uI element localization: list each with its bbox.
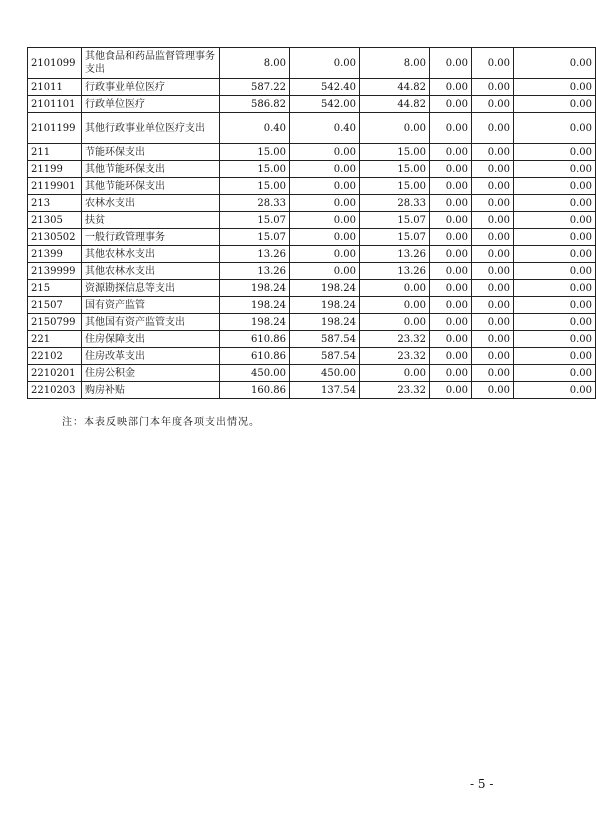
cell-value-6: 0.00 <box>514 382 596 399</box>
cell-code: 2150799 <box>28 314 82 331</box>
cell-value-5: 0.00 <box>472 365 514 382</box>
cell-value-5: 0.00 <box>472 178 514 195</box>
table-row <box>28 144 596 161</box>
table-row <box>28 331 596 348</box>
table-row <box>28 96 596 113</box>
cell-project-expenditure: 23.32 <box>360 331 430 348</box>
cell-name: 国有资产监管 <box>82 297 220 314</box>
cell-value-6: 0.00 <box>514 113 596 144</box>
cell-value-4: 0.00 <box>430 365 472 382</box>
cell-name: 其他食品和药品监督管理事务支出 <box>82 48 220 79</box>
table-row <box>28 229 596 246</box>
cell-project-expenditure: 23.32 <box>360 348 430 365</box>
cell-name: 购房补贴 <box>82 382 220 399</box>
cell-name: 其他节能环保支出 <box>82 161 220 178</box>
cell-value-4: 0.00 <box>430 96 472 113</box>
cell-total: 15.07 <box>220 212 290 229</box>
cell-basic-expenditure: 0.00 <box>290 161 360 178</box>
cell-project-expenditure: 15.00 <box>360 178 430 195</box>
cell-name: 其他节能环保支出 <box>82 178 220 195</box>
page-number: - 5 - <box>470 777 494 791</box>
cell-project-expenditure: 23.32 <box>360 382 430 399</box>
cell-basic-expenditure: 587.54 <box>290 348 360 365</box>
cell-value-4: 0.00 <box>430 178 472 195</box>
cell-value-6: 0.00 <box>514 79 596 96</box>
cell-value-5: 0.00 <box>472 263 514 280</box>
cell-code: 2130502 <box>28 229 82 246</box>
cell-name: 农林水支出 <box>82 195 220 212</box>
cell-value-6: 0.00 <box>514 161 596 178</box>
cell-name: 住房公积金 <box>82 365 220 382</box>
cell-total: 28.33 <box>220 195 290 212</box>
cell-name: 扶贫 <box>82 212 220 229</box>
cell-value-6: 0.00 <box>514 144 596 161</box>
cell-total: 13.26 <box>220 263 290 280</box>
cell-basic-expenditure: 0.00 <box>290 212 360 229</box>
cell-basic-expenditure: 0.00 <box>290 229 360 246</box>
cell-code: 21399 <box>28 246 82 263</box>
cell-value-4: 0.00 <box>430 314 472 331</box>
cell-name: 其他国有资产监管支出 <box>82 314 220 331</box>
cell-value-4: 0.00 <box>430 195 472 212</box>
cell-value-5: 0.00 <box>472 48 514 79</box>
table-row <box>28 195 596 212</box>
cell-code: 21305 <box>28 212 82 229</box>
cell-total: 450.00 <box>220 365 290 382</box>
cell-value-5: 0.00 <box>472 161 514 178</box>
cell-name: 其他农林水支出 <box>82 263 220 280</box>
cell-project-expenditure: 28.33 <box>360 195 430 212</box>
cell-code: 2101101 <box>28 96 82 113</box>
table-row <box>28 48 596 79</box>
cell-value-4: 0.00 <box>430 48 472 79</box>
cell-project-expenditure: 44.82 <box>360 96 430 113</box>
cell-name: 一般行政管理事务 <box>82 229 220 246</box>
cell-project-expenditure: 15.07 <box>360 212 430 229</box>
cell-value-5: 0.00 <box>472 229 514 246</box>
cell-project-expenditure: 8.00 <box>360 48 430 79</box>
cell-project-expenditure: 13.26 <box>360 246 430 263</box>
cell-value-6: 0.00 <box>514 297 596 314</box>
table-body <box>28 48 596 399</box>
cell-basic-expenditure: 542.00 <box>290 96 360 113</box>
cell-total: 15.00 <box>220 144 290 161</box>
cell-value-4: 0.00 <box>430 79 472 96</box>
cell-basic-expenditure: 0.00 <box>290 178 360 195</box>
cell-name: 其他行政事业单位医疗支出 <box>82 113 220 144</box>
cell-value-4: 0.00 <box>430 280 472 297</box>
cell-value-4: 0.00 <box>430 382 472 399</box>
cell-code: 21199 <box>28 161 82 178</box>
cell-value-4: 0.00 <box>430 246 472 263</box>
cell-project-expenditure: 0.00 <box>360 280 430 297</box>
cell-project-expenditure: 44.82 <box>360 79 430 96</box>
table-row <box>28 246 596 263</box>
cell-value-6: 0.00 <box>514 48 596 79</box>
cell-value-4: 0.00 <box>430 331 472 348</box>
cell-value-6: 0.00 <box>514 212 596 229</box>
cell-total: 610.86 <box>220 331 290 348</box>
table-row <box>28 178 596 195</box>
cell-project-expenditure: 13.26 <box>360 263 430 280</box>
cell-code: 2139999 <box>28 263 82 280</box>
cell-value-4: 0.00 <box>430 229 472 246</box>
table-row <box>28 212 596 229</box>
cell-total: 198.24 <box>220 297 290 314</box>
cell-total: 0.40 <box>220 113 290 144</box>
cell-name: 资源勘探信息等支出 <box>82 280 220 297</box>
table-row <box>28 161 596 178</box>
cell-value-5: 0.00 <box>472 331 514 348</box>
cell-value-6: 0.00 <box>514 178 596 195</box>
cell-total: 610.86 <box>220 348 290 365</box>
cell-value-5: 0.00 <box>472 212 514 229</box>
cell-basic-expenditure: 0.00 <box>290 195 360 212</box>
cell-value-6: 0.00 <box>514 365 596 382</box>
cell-value-6: 0.00 <box>514 263 596 280</box>
cell-name: 住房改革支出 <box>82 348 220 365</box>
cell-code: 2101099 <box>28 48 82 79</box>
cell-basic-expenditure: 0.00 <box>290 263 360 280</box>
cell-code: 21507 <box>28 297 82 314</box>
cell-code: 2101199 <box>28 113 82 144</box>
cell-basic-expenditure: 198.24 <box>290 297 360 314</box>
cell-value-5: 0.00 <box>472 314 514 331</box>
cell-code: 21011 <box>28 79 82 96</box>
cell-total: 13.26 <box>220 246 290 263</box>
cell-project-expenditure: 0.00 <box>360 365 430 382</box>
cell-name: 行政单位医疗 <box>82 96 220 113</box>
table-row <box>28 280 596 297</box>
cell-total: 15.00 <box>220 161 290 178</box>
cell-value-6: 0.00 <box>514 348 596 365</box>
cell-code: 2210203 <box>28 382 82 399</box>
cell-value-4: 0.00 <box>430 212 472 229</box>
cell-total: 587.22 <box>220 79 290 96</box>
cell-value-4: 0.00 <box>430 113 472 144</box>
cell-project-expenditure: 0.00 <box>360 297 430 314</box>
table-row <box>28 365 596 382</box>
cell-value-5: 0.00 <box>472 79 514 96</box>
cell-name: 其他农林水支出 <box>82 246 220 263</box>
table-row <box>28 314 596 331</box>
cell-value-6: 0.00 <box>514 96 596 113</box>
cell-project-expenditure: 0.00 <box>360 113 430 144</box>
cell-value-4: 0.00 <box>430 297 472 314</box>
cell-code: 22102 <box>28 348 82 365</box>
cell-code: 2119901 <box>28 178 82 195</box>
cell-total: 198.24 <box>220 314 290 331</box>
cell-value-6: 0.00 <box>514 195 596 212</box>
cell-value-5: 0.00 <box>472 382 514 399</box>
cell-project-expenditure: 0.00 <box>360 314 430 331</box>
cell-total: 15.07 <box>220 229 290 246</box>
cell-project-expenditure: 15.07 <box>360 229 430 246</box>
cell-code: 221 <box>28 331 82 348</box>
cell-basic-expenditure: 198.24 <box>290 280 360 297</box>
cell-basic-expenditure: 0.00 <box>290 246 360 263</box>
cell-name: 行政事业单位医疗 <box>82 79 220 96</box>
cell-value-4: 0.00 <box>430 348 472 365</box>
cell-value-6: 0.00 <box>514 314 596 331</box>
cell-value-5: 0.00 <box>472 96 514 113</box>
cell-value-6: 0.00 <box>514 246 596 263</box>
cell-total: 8.00 <box>220 48 290 79</box>
cell-code: 213 <box>28 195 82 212</box>
cell-code: 211 <box>28 144 82 161</box>
cell-code: 215 <box>28 280 82 297</box>
cell-basic-expenditure: 450.00 <box>290 365 360 382</box>
cell-name: 住房保障支出 <box>82 331 220 348</box>
cell-value-6: 0.00 <box>514 229 596 246</box>
cell-code: 2210201 <box>28 365 82 382</box>
cell-basic-expenditure: 542.40 <box>290 79 360 96</box>
cell-value-5: 0.00 <box>472 280 514 297</box>
cell-basic-expenditure: 0.00 <box>290 48 360 79</box>
cell-value-5: 0.00 <box>472 246 514 263</box>
table-row <box>28 297 596 314</box>
cell-value-5: 0.00 <box>472 297 514 314</box>
cell-value-5: 0.00 <box>472 113 514 144</box>
table-row <box>28 113 596 144</box>
table-row <box>28 348 596 365</box>
table-row <box>28 382 596 399</box>
cell-value-5: 0.00 <box>472 195 514 212</box>
cell-project-expenditure: 15.00 <box>360 144 430 161</box>
cell-value-4: 0.00 <box>430 263 472 280</box>
cell-value-6: 0.00 <box>514 331 596 348</box>
table-row <box>28 79 596 96</box>
cell-basic-expenditure: 198.24 <box>290 314 360 331</box>
cell-total: 198.24 <box>220 280 290 297</box>
cell-basic-expenditure: 137.54 <box>290 382 360 399</box>
table-row <box>28 263 596 280</box>
cell-basic-expenditure: 0.40 <box>290 113 360 144</box>
cell-value-5: 0.00 <box>472 348 514 365</box>
cell-name: 节能环保支出 <box>82 144 220 161</box>
cell-value-6: 0.00 <box>514 280 596 297</box>
cell-total: 15.00 <box>220 178 290 195</box>
expenditure-table <box>27 47 596 399</box>
cell-total: 586.82 <box>220 96 290 113</box>
cell-value-4: 0.00 <box>430 161 472 178</box>
cell-total: 160.86 <box>220 382 290 399</box>
cell-value-5: 0.00 <box>472 144 514 161</box>
cell-basic-expenditure: 0.00 <box>290 144 360 161</box>
table-note: 注：本表反映部门本年度各项支出情况。 <box>62 417 260 428</box>
cell-project-expenditure: 15.00 <box>360 161 430 178</box>
cell-basic-expenditure: 587.54 <box>290 331 360 348</box>
cell-value-4: 0.00 <box>430 144 472 161</box>
